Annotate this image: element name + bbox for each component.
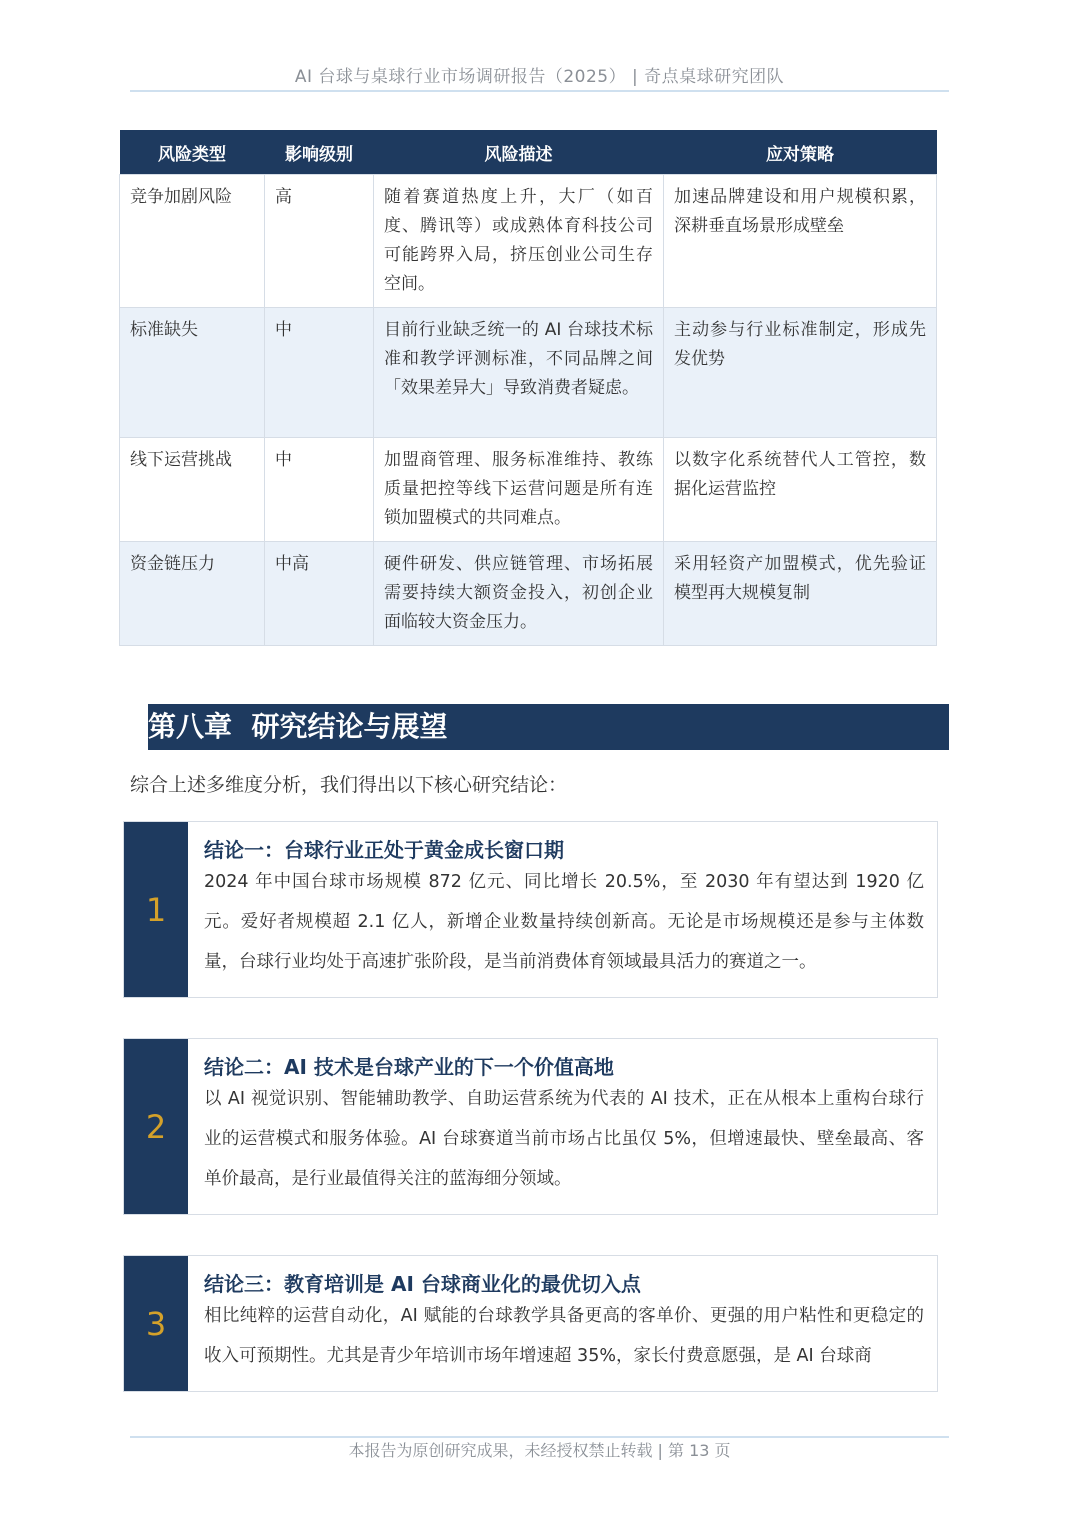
risk-level-cell: 中 [265,438,374,542]
conclusion-title: 结论一：台球行业正处于黄金成长窗口期 [204,838,564,862]
page-header: AI 台球与桌球行业市场调研报告（2025） | 奇点桌球研究团队 [294,67,785,87]
risk-level-cell: 中 [265,308,374,438]
risk-type-cell: 标准缺失 [120,308,265,438]
risk-strategy-cell: 以数字化系统替代人工管控，数据化运营监控 [664,438,937,542]
risk-level-cell: 高 [265,175,374,308]
risk-strategy-cell: 加速品牌建设和用户规模积累，深耕垂直场景形成壁垒 [664,175,937,308]
conclusion-card [123,1255,938,1392]
risk-table-header [120,130,937,175]
conclusion-number: 1 [145,890,167,929]
risk-type-cell: 资金链压力 [120,542,265,646]
column-header: 风险描述 [374,130,664,175]
conclusion-number: 2 [145,1107,167,1146]
column-header: 影响级别 [265,130,374,175]
risk-strategy-cell: 采用轻资产加盟模式，优先验证模型再大规模复制 [664,542,937,646]
conclusion-number: 3 [145,1304,167,1343]
conclusion-body: 相比纯粹的运营自动化，AI 赋能的台球教学具备更高的客单价、更强的用户粘性和更稳定的收入可预期性。尤其是青少年培训市场年增速超 35%，家长付费意愿强，是 AI 台球商 [204,1306,924,1366]
conclusion-title: 结论二：AI 技术是台球产业的下一个价值高地 [204,1055,614,1079]
conclusion-card [123,1038,938,1215]
table-row [120,542,937,646]
risk-description-cell: 随着赛道热度上升，大厂（如百度、腾讯等）或成熟体育科技公司可能跨界入局，挤压创业公司生存空间。 [374,175,664,308]
conclusion-card [123,821,938,998]
column-header: 应对策略 [664,130,937,175]
table-row [120,438,937,542]
risk-strategy-cell: 主动参与行业标准制定，形成先发优势 [664,308,937,438]
page-footer: 本报告为原创研究成果，未经授权禁止转载 | 第 13 页 [348,1441,731,1460]
risk-level-cell: 中高 [265,542,374,646]
conclusion-body: 以 AI 视觉识别、智能辅助教学、自助运营系统为代表的 AI 技术，正在从根本上重构台球行业的运营模式和服务体验。AI 台球赛道当前市场占比虽仅 5%，但增速最快、壁垒最高、客单价最高，是行业最值得关注的蓝海细分领域。 [204,1089,924,1189]
conclusion-number-box [124,822,188,997]
risk-table [119,130,937,646]
header-divider [130,90,949,92]
table-row [120,308,937,438]
table-row [120,175,937,308]
risk-description-cell: 目前行业缺乏统一的 AI 台球技术标准和教学评测标准，不同品牌之间「效果差异大」导致消费者疑虑。 [374,308,664,438]
conclusion-title: 结论三：教育培训是 AI 台球商业化的最优切入点 [204,1272,641,1296]
risk-type-cell: 线下运营挑战 [120,438,265,542]
conclusion-number-box [124,1256,188,1391]
conclusion-body: 2024 年中国台球市场规模 872 亿元、同比增长 20.5%，至 2030 年有望达到 1920 亿元。爱好者规模超 2.1 亿人，新增企业数量持续创新高。无论是市场规模还是参与主体数量，台球行业均处于高速扩张阶段，是当前消费体育领域最具活力的赛道之一。 [204,872,924,972]
conclusion-number-box [124,1039,188,1214]
chapter-title: 第八章 研究结论与展望 [148,710,448,743]
risk-description-cell: 加盟商管理、服务标准维持、教练质量把控等线下运营问题是所有连锁加盟模式的共同难点。 [374,438,664,542]
intro-paragraph: 综合上述多维度分析，我们得出以下核心研究结论： [130,774,568,796]
risk-type-cell: 竞争加剧风险 [120,175,265,308]
risk-description-cell: 硬件研发、供应链管理、市场拓展需要持续大额资金投入，初创企业面临较大资金压力。 [374,542,664,646]
column-header: 风险类型 [120,130,265,175]
chapter-banner [148,704,949,750]
